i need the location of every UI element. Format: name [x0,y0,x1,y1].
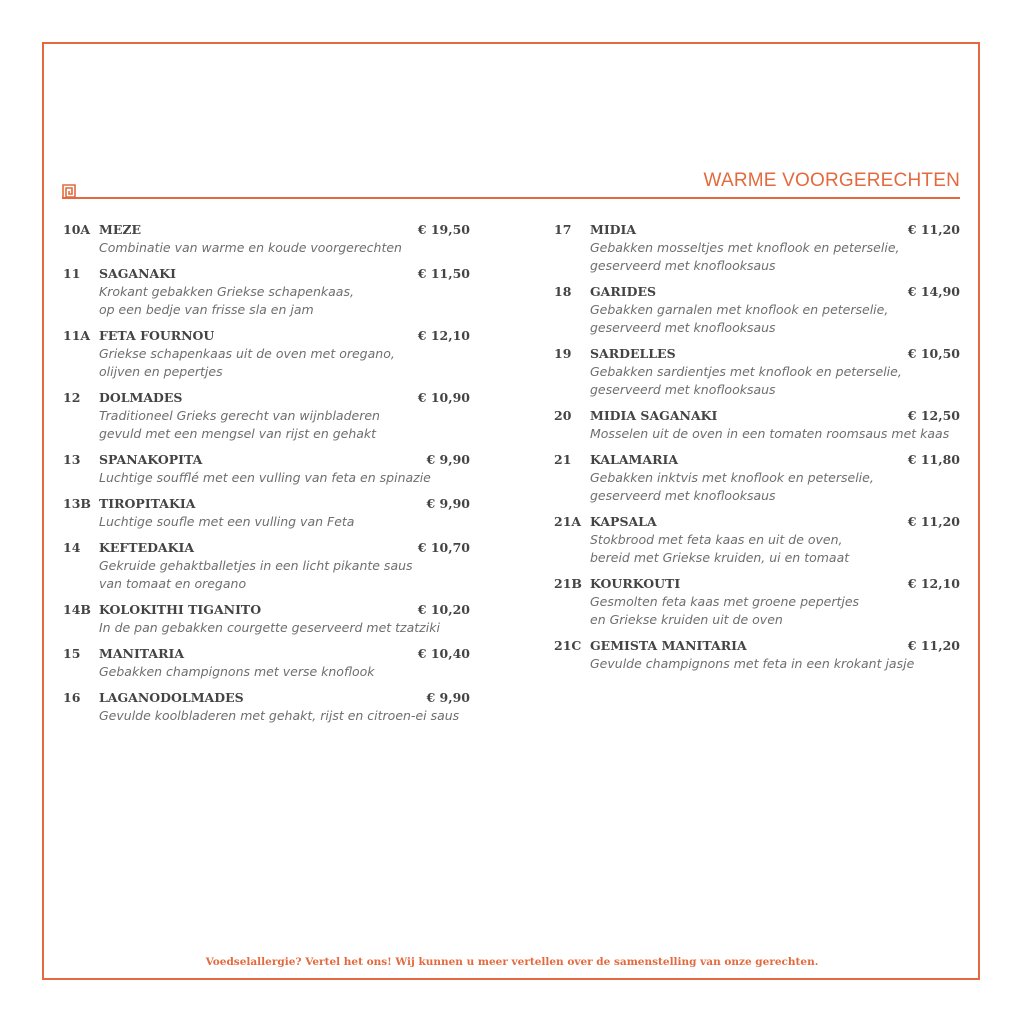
menu-item-description: Gebakken mosseltjes met knoflook en peterselie, [590,240,900,255]
menu-item-price: € 9,90 [426,496,470,511]
menu-item [554,346,960,399]
menu-item-name: KALAMARIA [590,452,679,467]
menu-item-header [554,346,960,363]
menu-item-price: € 10,40 [417,646,470,661]
menu-item [63,646,470,681]
menu-item-number: 10A [63,222,91,237]
menu-item-description: Gebakken inktvis met knoflook en peterselie, [590,470,874,485]
menu-item-description: geserveerd met knoflooksaus [590,320,776,335]
menu-item-description: Luchtige soufflé met een vulling van feta en spinazie [99,470,431,485]
menu-item [554,222,960,275]
menu-item-name: LAGANODOLMADES [99,690,244,705]
menu-item-name: FETA FOURNOU [99,328,215,343]
menu-item-name: KOURKOUTI [590,576,681,591]
menu-item-price: € 11,20 [907,514,960,529]
menu-item-header [554,514,960,531]
menu-item-description: bereid met Griekse kruiden, ui en tomaat [590,550,850,565]
menu-item-price: € 19,50 [417,222,470,237]
menu-item-header [63,540,470,557]
menu-item-number: 16 [63,690,81,705]
menu-item-name: KOLOKITHI TIGANITO [99,602,262,617]
menu-item-header [63,390,470,407]
menu-item-price: € 10,50 [907,346,960,361]
menu-item-number: 17 [554,222,572,237]
menu-item-price: € 11,50 [417,266,470,281]
menu-item-price: € 14,90 [907,284,960,299]
menu-item [63,266,470,319]
menu-item-price: € 11,20 [907,222,960,237]
menu-item-description: Combinatie van warme en koude voorgerechten [99,240,402,255]
menu-item-header [63,266,470,283]
menu-item-number: 11 [63,266,81,281]
menu-item [63,390,470,443]
menu-item-header [554,452,960,469]
menu-item-number: 21C [554,638,582,653]
menu-item [63,690,470,725]
menu-item [554,408,960,443]
menu-item-name: DOLMADES [99,390,183,405]
menu-item-description: geserveerd met knoflooksaus [590,258,776,273]
menu-item-number: 14 [63,540,81,555]
menu-item-number: 19 [554,346,572,361]
menu-item-number: 14B [63,602,91,617]
menu-item [63,540,470,593]
menu-item-description: Gebakken champignons met verse knoflook [99,664,375,679]
menu-item-header [63,328,470,345]
menu-item-header [63,496,470,513]
menu-item-header [63,602,470,619]
menu-item-header [554,408,960,425]
menu-item-price: € 12,10 [907,576,960,591]
menu-item-header [63,646,470,663]
menu-item-description: olijven en pepertjes [99,364,223,379]
menu-item-number: 15 [63,646,81,661]
menu-item-number: 21 [554,452,572,467]
menu-item-description: en Griekse kruiden uit de oven [590,612,783,627]
menu-item-description: Traditioneel Grieks gerecht van wijnbladeren [99,408,380,423]
menu-item-description: Stokbrood met feta kaas en uit de oven, [590,532,843,547]
menu-item-description: Luchtige soufle met een vulling van Feta [99,514,355,529]
menu-item-number: 12 [63,390,81,405]
menu-item-number: 21A [554,514,582,529]
menu-item-price: € 11,80 [907,452,960,467]
menu-item-number: 20 [554,408,572,423]
menu-item [554,514,960,567]
menu-item [63,452,470,487]
menu-item-description: Gebakken sardientjes met knoflook en peterselie, [590,364,902,379]
menu-item-header [63,452,470,469]
menu-item-price: € 9,90 [426,690,470,705]
menu-item-number: 13 [63,452,81,467]
menu-item-description: op een bedje van frisse sla en jam [99,302,314,317]
menu-item-description: geserveerd met knoflooksaus [590,382,776,397]
menu-item-name: KEFTEDAKIA [99,540,195,555]
menu-item-description: In de pan gebakken courgette geserveerd met tzatziki [99,620,440,635]
allergy-note: Voedselallergie? Vertel het ons! Wij kunnen u meer vertellen over de samenstelling van onze gerechten. [205,956,819,968]
menu-item-name: GEMISTA MANITARIA [590,638,747,653]
menu-item [63,602,470,637]
menu-item-name: MANITARIA [99,646,185,661]
menu-item-description: van tomaat en oregano [99,576,247,591]
menu-item-header [554,222,960,239]
menu-item-description: Gevulde champignons met feta in een krokant jasje [590,656,915,671]
menu-item-description: Griekse schapenkaas uit de oven met oregano, [99,346,395,361]
menu-item-name: SAGANAKI [99,266,176,281]
menu-item [63,328,470,381]
menu-item [554,576,960,629]
section-title: WARME VOORGERECHTEN [703,170,960,191]
menu-item-description: gevuld met een mengsel van rijst en gehakt [99,426,377,441]
menu-item-price: € 10,70 [417,540,470,555]
menu-item-description: Mosselen uit de oven in een tomaten roomsaus met kaas [590,426,950,441]
menu-item-name: GARIDES [590,284,657,299]
menu-item-price: € 9,90 [426,452,470,467]
menu-item-price: € 10,20 [417,602,470,617]
menu-column-left [63,222,470,734]
menu-item-price: € 12,50 [907,408,960,423]
menu-item-number: 11A [63,328,91,343]
greek-key-icon [62,184,76,198]
menu-item-price: € 11,20 [907,638,960,653]
menu-item-name: SPANAKOPITA [99,452,203,467]
menu-item-header [554,638,960,655]
menu-item [554,452,960,505]
menu-item [63,496,470,531]
menu-item-name: KAPSALA [590,514,657,529]
menu-item [554,284,960,337]
menu-item-description: Krokant gebakken Griekse schapenkaas, [99,284,354,299]
menu-item-price: € 12,10 [417,328,470,343]
menu-item-name: MEZE [99,222,142,237]
menu-item-description: Gesmolten feta kaas met groene pepertjes [590,594,860,609]
menu-item-number: 21B [554,576,582,591]
menu-item-name: MIDIA SAGANAKI [590,408,718,423]
menu-item-header [63,222,470,239]
menu-item-number: 18 [554,284,572,299]
menu-item-price: € 10,90 [417,390,470,405]
menu-item-number: 13B [63,496,91,511]
menu-item-name: SARDELLES [590,346,676,361]
menu-item-name: TIROPITAKIA [99,496,196,511]
menu-item-description: Gekruide gehaktballetjes in een licht pikante saus [99,558,413,573]
menu-column-right [554,222,960,682]
menu-item-name: MIDIA [590,222,637,237]
section-divider [62,197,960,199]
menu-item-description: Gebakken garnalen met knoflook en peterselie, [590,302,889,317]
menu-item-header [554,576,960,593]
menu-item-header [63,690,470,707]
menu-item-header [554,284,960,301]
menu-item-description: Gevulde koolbladeren met gehakt, rijst en citroen-ei saus [99,708,460,723]
menu-item-description: geserveerd met knoflooksaus [590,488,776,503]
menu-item [554,638,960,673]
menu-item [63,222,470,257]
